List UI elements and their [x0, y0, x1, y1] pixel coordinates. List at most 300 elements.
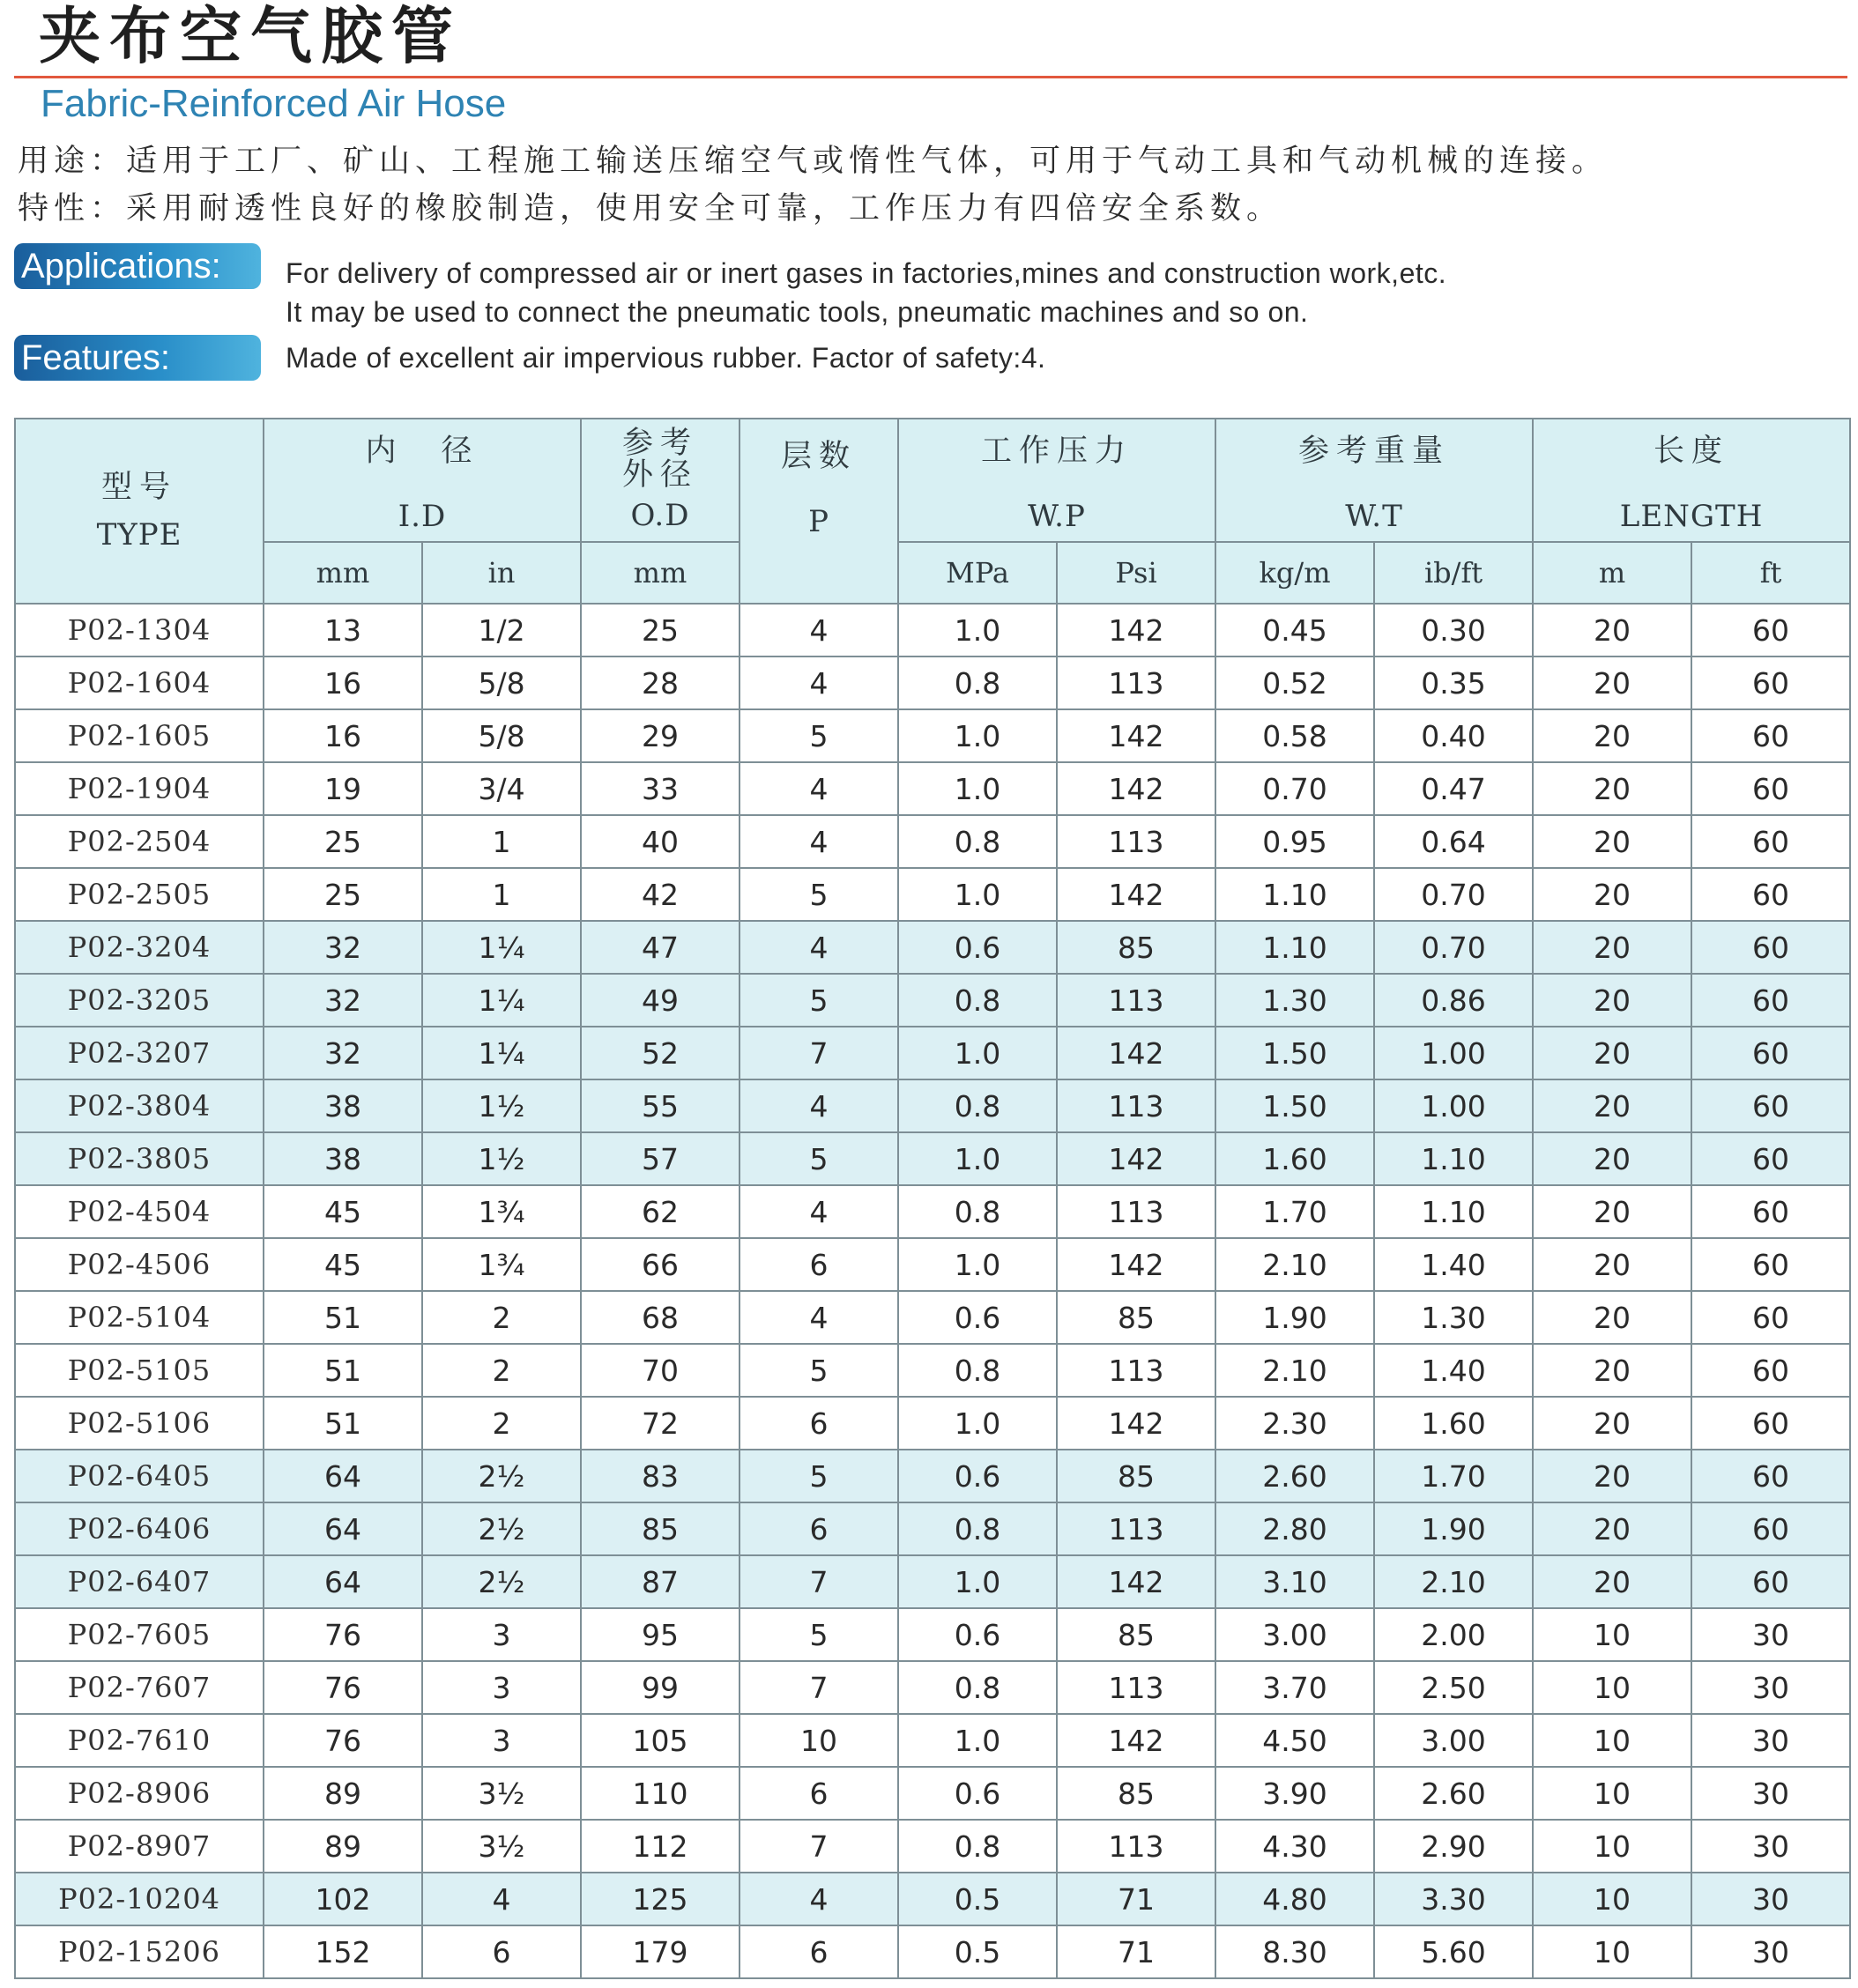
cell-id-in: 1¾: [422, 1185, 581, 1238]
unit-wp-mpa: MPa: [898, 542, 1057, 604]
cell-type: P02-1304: [15, 604, 264, 656]
cell-ply: 7: [739, 1027, 898, 1079]
header-wt-en: W.T: [1345, 499, 1403, 534]
cell-id-in: 3: [422, 1608, 581, 1661]
cell-id-in: 3: [422, 1661, 581, 1714]
cell-id-in: 2: [422, 1344, 581, 1397]
cell-length-ft: 60: [1691, 1502, 1850, 1555]
cell-wp-psi: 71: [1057, 1925, 1215, 1978]
table-row: [15, 656, 1850, 709]
table-row: [15, 1238, 1850, 1291]
cell-od-mm: 95: [581, 1608, 739, 1661]
cell-ply: 4: [739, 1873, 898, 1925]
unit-od-mm: mm: [581, 542, 739, 604]
cell-od-mm: 105: [581, 1714, 739, 1767]
unit-length-ft: ft: [1691, 542, 1850, 604]
cell-id-mm: 45: [264, 1185, 422, 1238]
cell-wt-kgm: 1.50: [1215, 1079, 1374, 1132]
table-row: [15, 921, 1850, 974]
cell-wt-ibft: 1.60: [1374, 1397, 1533, 1450]
cell-wp-psi: 142: [1057, 1132, 1215, 1185]
cell-wt-ibft: 1.40: [1374, 1344, 1533, 1397]
cell-type: P02-3805: [15, 1132, 264, 1185]
cell-wp-mpa: 1.0: [898, 1397, 1057, 1450]
cell-ply: 4: [739, 1185, 898, 1238]
cell-od-mm: 42: [581, 868, 739, 921]
cell-id-in: 1¾: [422, 1238, 581, 1291]
applications-text-line-2: It may be used to connect the pneumatic tools, pneumatic machines and so on.: [286, 296, 1309, 328]
header-ply-en: P: [808, 504, 829, 539]
cell-length-m: 20: [1533, 1291, 1691, 1344]
cell-wp-psi: 142: [1057, 1027, 1215, 1079]
cell-od-mm: 99: [581, 1661, 739, 1714]
cell-ply: 4: [739, 604, 898, 656]
cell-id-mm: 76: [264, 1661, 422, 1714]
unit-id-mm: mm: [264, 542, 422, 604]
cell-type: P02-8907: [15, 1820, 264, 1873]
cell-od-mm: 66: [581, 1238, 739, 1291]
page-title-en: Fabric-Reinforced Air Hose: [41, 82, 507, 125]
cell-type: P02-5106: [15, 1397, 264, 1450]
cell-length-ft: 30: [1691, 1767, 1850, 1820]
cell-wt-ibft: 0.35: [1374, 656, 1533, 709]
cell-length-ft: 60: [1691, 1450, 1850, 1502]
cell-wt-ibft: 2.50: [1374, 1661, 1533, 1714]
cell-wt-kgm: 0.95: [1215, 815, 1374, 868]
unit-wt-kgm: kg/m: [1215, 542, 1374, 604]
table-row: [15, 1820, 1850, 1873]
cell-type: P02-6406: [15, 1502, 264, 1555]
cell-wp-mpa: 1.0: [898, 762, 1057, 815]
table-row: [15, 1291, 1850, 1344]
cell-wp-mpa: 0.8: [898, 1820, 1057, 1873]
cell-type: P02-3205: [15, 974, 264, 1027]
cell-id-in: 1¼: [422, 1027, 581, 1079]
table-row: [15, 1661, 1850, 1714]
header-wp-en: W.P: [1028, 499, 1086, 534]
cell-id-in: 5/8: [422, 709, 581, 762]
cell-ply: 6: [739, 1238, 898, 1291]
cell-id-mm: 38: [264, 1132, 422, 1185]
cell-wt-kgm: 1.90: [1215, 1291, 1374, 1344]
cell-id-mm: 16: [264, 709, 422, 762]
cell-id-mm: 64: [264, 1502, 422, 1555]
cell-ply: 7: [739, 1820, 898, 1873]
cell-length-m: 10: [1533, 1714, 1691, 1767]
cell-wt-kgm: 1.50: [1215, 1027, 1374, 1079]
cell-od-mm: 29: [581, 709, 739, 762]
cell-type: P02-8906: [15, 1767, 264, 1820]
cell-wp-mpa: 0.6: [898, 921, 1057, 974]
cell-wt-ibft: 0.30: [1374, 604, 1533, 656]
cell-ply: 5: [739, 1132, 898, 1185]
cell-id-in: 3/4: [422, 762, 581, 815]
cell-wt-ibft: 0.40: [1374, 709, 1533, 762]
cell-length-m: 20: [1533, 762, 1691, 815]
cell-type: P02-7607: [15, 1661, 264, 1714]
cell-id-mm: 25: [264, 815, 422, 868]
cell-length-ft: 60: [1691, 1291, 1850, 1344]
cell-wt-kgm: 0.70: [1215, 762, 1374, 815]
cell-wt-kgm: 8.30: [1215, 1925, 1374, 1978]
cell-type: P02-1605: [15, 709, 264, 762]
cell-length-m: 10: [1533, 1820, 1691, 1873]
cell-wp-mpa: 1.0: [898, 868, 1057, 921]
page-title-cn: 夹布空气胶管: [39, 0, 462, 72]
cell-wp-psi: 113: [1057, 1502, 1215, 1555]
cell-id-in: 3: [422, 1714, 581, 1767]
header-id: [264, 419, 581, 542]
features-text: Made of excellent air impervious rubber. Factor of safety:4.: [286, 342, 1046, 374]
cell-length-ft: 60: [1691, 604, 1850, 656]
cell-ply: 6: [739, 1925, 898, 1978]
header-type-cn: 型号: [100, 470, 177, 505]
cell-od-mm: 87: [581, 1555, 739, 1608]
cell-id-in: 1¼: [422, 974, 581, 1027]
cell-wt-kgm: 3.10: [1215, 1555, 1374, 1608]
cell-wp-mpa: 0.8: [898, 1185, 1057, 1238]
spec-table: [14, 418, 1851, 1979]
cell-id-in: 1½: [422, 1079, 581, 1132]
cell-length-ft: 60: [1691, 1344, 1850, 1397]
cell-wp-psi: 142: [1057, 1397, 1215, 1450]
table-row: [15, 1767, 1850, 1820]
cell-wp-mpa: 0.5: [898, 1873, 1057, 1925]
cell-ply: 6: [739, 1502, 898, 1555]
cell-od-mm: 72: [581, 1397, 739, 1450]
cell-wp-mpa: 1.0: [898, 604, 1057, 656]
header-od: [581, 419, 739, 542]
cell-wp-psi: 142: [1057, 604, 1215, 656]
cell-wt-kgm: 2.10: [1215, 1344, 1374, 1397]
cell-ply: 5: [739, 868, 898, 921]
cell-wt-ibft: 0.70: [1374, 868, 1533, 921]
table-row: [15, 1925, 1850, 1978]
cell-wt-ibft: 2.10: [1374, 1555, 1533, 1608]
cell-wp-psi: 113: [1057, 1820, 1215, 1873]
cell-wp-psi: 142: [1057, 1238, 1215, 1291]
cell-id-mm: 13: [264, 604, 422, 656]
cell-ply: 5: [739, 1344, 898, 1397]
cell-wp-psi: 113: [1057, 1661, 1215, 1714]
cell-type: P02-2504: [15, 815, 264, 868]
cell-wt-ibft: 1.90: [1374, 1502, 1533, 1555]
cell-wp-mpa: 1.0: [898, 1555, 1057, 1608]
cell-wp-mpa: 0.6: [898, 1291, 1057, 1344]
cell-wp-psi: 113: [1057, 1185, 1215, 1238]
cell-wp-psi: 85: [1057, 1450, 1215, 1502]
cell-wp-psi: 142: [1057, 1714, 1215, 1767]
cell-length-m: 20: [1533, 1238, 1691, 1291]
table-row: [15, 1397, 1850, 1450]
table-row: [15, 604, 1850, 656]
header-type: [15, 419, 264, 604]
cell-wp-psi: 113: [1057, 1344, 1215, 1397]
unit-wp-psi: Psi: [1057, 542, 1215, 604]
cell-wt-kgm: 3.00: [1215, 1608, 1374, 1661]
cell-wp-psi: 142: [1057, 709, 1215, 762]
cell-length-ft: 60: [1691, 921, 1850, 974]
features-badge: Features:: [14, 335, 261, 381]
cell-length-m: 20: [1533, 1027, 1691, 1079]
cell-wp-mpa: 0.8: [898, 656, 1057, 709]
cell-od-mm: 83: [581, 1450, 739, 1502]
cell-wp-mpa: 0.6: [898, 1450, 1057, 1502]
header-id-cn: 内 径: [365, 434, 479, 469]
cell-wt-ibft: 1.70: [1374, 1450, 1533, 1502]
cell-id-in: 5/8: [422, 656, 581, 709]
cell-type: P02-3207: [15, 1027, 264, 1079]
cell-wp-psi: 85: [1057, 1767, 1215, 1820]
cell-ply: 4: [739, 656, 898, 709]
cell-length-ft: 60: [1691, 1079, 1850, 1132]
cell-type: P02-5105: [15, 1344, 264, 1397]
cell-wt-kgm: 1.70: [1215, 1185, 1374, 1238]
cell-id-in: 6: [422, 1925, 581, 1978]
unit-wt-ibft: ib/ft: [1374, 542, 1533, 604]
cell-id-in: 4: [422, 1873, 581, 1925]
table-row: [15, 1714, 1850, 1767]
applications-badge: Applications:: [14, 243, 261, 289]
header-length: [1533, 419, 1850, 542]
cell-type: P02-1604: [15, 656, 264, 709]
cell-od-mm: 49: [581, 974, 739, 1027]
cell-length-m: 20: [1533, 974, 1691, 1027]
header-id-en: I.D: [398, 499, 447, 534]
cell-length-ft: 30: [1691, 1820, 1850, 1873]
cell-length-m: 20: [1533, 604, 1691, 656]
cell-wp-psi: 85: [1057, 1291, 1215, 1344]
cell-od-mm: 85: [581, 1502, 739, 1555]
header-ply: [739, 419, 898, 604]
cell-id-in: 2½: [422, 1502, 581, 1555]
cell-wp-psi: 142: [1057, 762, 1215, 815]
cell-wp-mpa: 0.6: [898, 1767, 1057, 1820]
cell-type: P02-6405: [15, 1450, 264, 1502]
cell-type: P02-4506: [15, 1238, 264, 1291]
table-row: [15, 868, 1850, 921]
cell-od-mm: 25: [581, 604, 739, 656]
cell-od-mm: 179: [581, 1925, 739, 1978]
header-od-en: O.D: [630, 498, 690, 533]
cell-type: P02-3804: [15, 1079, 264, 1132]
cell-type: P02-1904: [15, 762, 264, 815]
table-row: [15, 1450, 1850, 1502]
cell-ply: 7: [739, 1661, 898, 1714]
cell-length-m: 10: [1533, 1925, 1691, 1978]
cell-length-ft: 60: [1691, 1132, 1850, 1185]
cell-length-m: 10: [1533, 1873, 1691, 1925]
header-wp: [898, 419, 1215, 542]
cell-id-in: 1/2: [422, 604, 581, 656]
cell-od-mm: 33: [581, 762, 739, 815]
cell-length-m: 10: [1533, 1608, 1691, 1661]
cell-id-mm: 32: [264, 1027, 422, 1079]
cell-wp-mpa: 0.8: [898, 1502, 1057, 1555]
cell-od-mm: 52: [581, 1027, 739, 1079]
cell-id-mm: 89: [264, 1767, 422, 1820]
cell-id-in: 1: [422, 868, 581, 921]
cell-id-mm: 51: [264, 1344, 422, 1397]
cell-id-in: 3½: [422, 1820, 581, 1873]
cell-length-ft: 60: [1691, 1397, 1850, 1450]
cell-length-ft: 60: [1691, 974, 1850, 1027]
cell-wp-psi: 85: [1057, 921, 1215, 974]
cell-length-m: 20: [1533, 815, 1691, 868]
cell-length-ft: 60: [1691, 815, 1850, 868]
cell-wp-psi: 113: [1057, 974, 1215, 1027]
cell-length-m: 20: [1533, 709, 1691, 762]
table-row: [15, 1027, 1850, 1079]
cell-id-mm: 51: [264, 1291, 422, 1344]
cell-wp-psi: 113: [1057, 656, 1215, 709]
cell-ply: 4: [739, 1079, 898, 1132]
cell-type: P02-4504: [15, 1185, 264, 1238]
cell-length-ft: 30: [1691, 1714, 1850, 1767]
cell-wp-mpa: 0.8: [898, 815, 1057, 868]
cell-wt-ibft: 0.47: [1374, 762, 1533, 815]
cell-wt-kgm: 0.52: [1215, 656, 1374, 709]
feature-cn-text: 特性：采用耐透性良好的橡胶制造，使用安全可靠，工作压力有四倍安全系数。: [18, 191, 1283, 226]
cell-wt-ibft: 1.30: [1374, 1291, 1533, 1344]
cell-id-mm: 25: [264, 868, 422, 921]
cell-ply: 4: [739, 1291, 898, 1344]
cell-od-mm: 47: [581, 921, 739, 974]
cell-wp-psi: 142: [1057, 1555, 1215, 1608]
cell-od-mm: 125: [581, 1873, 739, 1925]
header-length-cn: 长度: [1654, 434, 1730, 469]
cell-wt-ibft: 0.64: [1374, 815, 1533, 868]
cell-od-mm: 68: [581, 1291, 739, 1344]
cell-wp-psi: 85: [1057, 1608, 1215, 1661]
cell-length-ft: 30: [1691, 1873, 1850, 1925]
cell-length-ft: 60: [1691, 868, 1850, 921]
cell-wt-ibft: 0.70: [1374, 921, 1533, 974]
header-ply-cn: 层数: [781, 439, 858, 474]
cell-id-mm: 76: [264, 1608, 422, 1661]
cell-length-m: 20: [1533, 1185, 1691, 1238]
cell-wt-kgm: 4.30: [1215, 1820, 1374, 1873]
cell-id-in: 1½: [422, 1132, 581, 1185]
usage-cn-text: 用途：适用于工厂、矿山、工程施工输送压缩空气或惰性气体，可用于气动工具和气动机械的连接。: [18, 144, 1609, 179]
cell-type: P02-7605: [15, 1608, 264, 1661]
cell-id-in: 3½: [422, 1767, 581, 1820]
table-row: [15, 1079, 1850, 1132]
cell-ply: 10: [739, 1714, 898, 1767]
cell-id-mm: 89: [264, 1820, 422, 1873]
cell-wt-kgm: 2.10: [1215, 1238, 1374, 1291]
cell-type: P02-2505: [15, 868, 264, 921]
cell-id-in: 2: [422, 1291, 581, 1344]
cell-ply: 5: [739, 974, 898, 1027]
cell-wp-mpa: 1.0: [898, 1132, 1057, 1185]
cell-wt-ibft: 1.40: [1374, 1238, 1533, 1291]
cell-wt-kgm: 3.90: [1215, 1767, 1374, 1820]
cell-length-m: 20: [1533, 1502, 1691, 1555]
table-row: [15, 762, 1850, 815]
cell-od-mm: 70: [581, 1344, 739, 1397]
cell-wt-ibft: 1.10: [1374, 1185, 1533, 1238]
cell-wp-mpa: 1.0: [898, 1714, 1057, 1767]
cell-id-in: 2½: [422, 1555, 581, 1608]
header-wt: [1215, 419, 1533, 542]
cell-wt-kgm: 2.80: [1215, 1502, 1374, 1555]
cell-length-m: 20: [1533, 1079, 1691, 1132]
cell-id-in: 1¼: [422, 921, 581, 974]
cell-length-ft: 60: [1691, 1238, 1850, 1291]
cell-wt-kgm: 2.60: [1215, 1450, 1374, 1502]
cell-ply: 4: [739, 762, 898, 815]
cell-id-in: 2: [422, 1397, 581, 1450]
cell-od-mm: 112: [581, 1820, 739, 1873]
header-od-cn-1: 参考: [622, 426, 699, 461]
cell-wt-ibft: 2.00: [1374, 1608, 1533, 1661]
cell-id-mm: 45: [264, 1238, 422, 1291]
table-row: [15, 974, 1850, 1027]
table-row: [15, 1873, 1850, 1925]
cell-id-mm: 32: [264, 974, 422, 1027]
cell-length-ft: 30: [1691, 1608, 1850, 1661]
cell-length-ft: 60: [1691, 1555, 1850, 1608]
cell-wt-kgm: 1.30: [1215, 974, 1374, 1027]
cell-od-mm: 110: [581, 1767, 739, 1820]
cell-ply: 4: [739, 921, 898, 974]
cell-wp-mpa: 0.8: [898, 974, 1057, 1027]
cell-wp-mpa: 1.0: [898, 1027, 1057, 1079]
cell-length-ft: 60: [1691, 762, 1850, 815]
cell-id-mm: 16: [264, 656, 422, 709]
cell-wp-psi: 142: [1057, 868, 1215, 921]
cell-length-m: 20: [1533, 921, 1691, 974]
cell-ply: 6: [739, 1397, 898, 1450]
cell-length-ft: 60: [1691, 1027, 1850, 1079]
cell-wt-kgm: 2.30: [1215, 1397, 1374, 1450]
cell-wt-kgm: 4.80: [1215, 1873, 1374, 1925]
unit-length-m: m: [1533, 542, 1691, 604]
cell-wt-ibft: 2.60: [1374, 1767, 1533, 1820]
cell-id-in: 2½: [422, 1450, 581, 1502]
cell-length-m: 20: [1533, 1344, 1691, 1397]
table-row: [15, 1185, 1850, 1238]
table-row: [15, 1132, 1850, 1185]
cell-type: P02-10204: [15, 1873, 264, 1925]
cell-length-m: 20: [1533, 1397, 1691, 1450]
cell-wp-mpa: 0.6: [898, 1608, 1057, 1661]
cell-id-mm: 76: [264, 1714, 422, 1767]
cell-wt-ibft: 3.00: [1374, 1714, 1533, 1767]
cell-length-m: 10: [1533, 1767, 1691, 1820]
cell-length-m: 20: [1533, 1555, 1691, 1608]
cell-length-ft: 60: [1691, 656, 1850, 709]
cell-wt-kgm: 3.70: [1215, 1661, 1374, 1714]
cell-id-mm: 152: [264, 1925, 422, 1978]
cell-od-mm: 40: [581, 815, 739, 868]
cell-od-mm: 28: [581, 656, 739, 709]
cell-type: P02-15206: [15, 1925, 264, 1978]
cell-type: P02-5104: [15, 1291, 264, 1344]
cell-length-m: 20: [1533, 1132, 1691, 1185]
cell-wp-mpa: 0.8: [898, 1661, 1057, 1714]
table-row: [15, 1555, 1850, 1608]
header-length-en: LENGTH: [1619, 499, 1764, 534]
cell-wp-psi: 71: [1057, 1873, 1215, 1925]
cell-id-mm: 64: [264, 1450, 422, 1502]
cell-wt-ibft: 0.86: [1374, 974, 1533, 1027]
cell-id-mm: 32: [264, 921, 422, 974]
table-row: [15, 1502, 1850, 1555]
header-type-en: TYPE: [96, 517, 182, 553]
cell-length-ft: 60: [1691, 1185, 1850, 1238]
